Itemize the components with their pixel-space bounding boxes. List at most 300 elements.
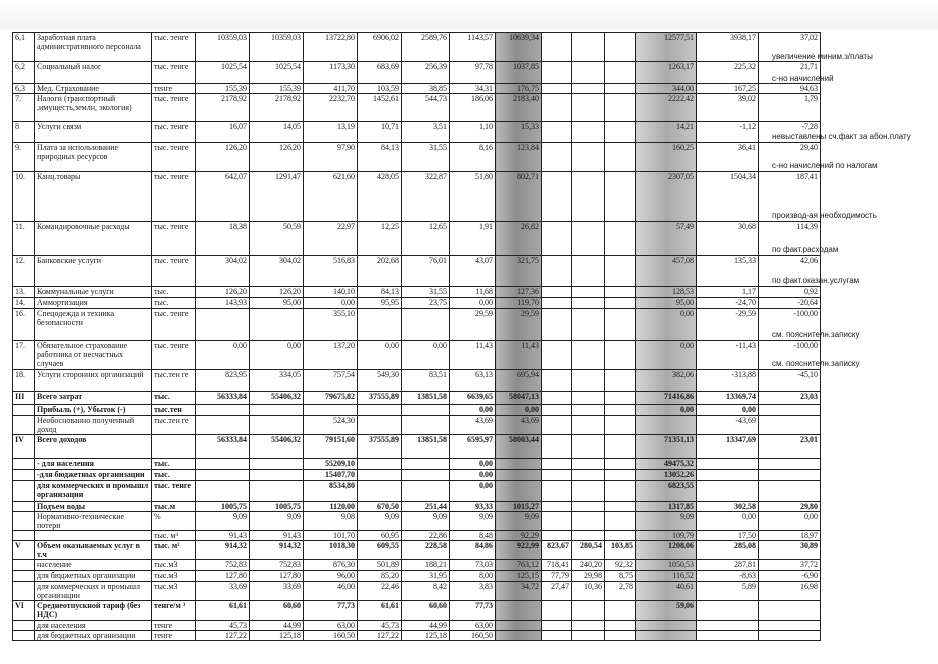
table-cell: 59,06	[636, 601, 697, 621]
table-cell	[572, 309, 605, 341]
table-row	[13, 470, 821, 481]
table-cell: 0,00	[196, 341, 250, 370]
table-cell: -43,69	[697, 416, 759, 435]
table-cell: 85,20	[358, 571, 402, 582]
table-cell: 302,58	[697, 502, 759, 512]
table-cell: 12,65	[402, 222, 450, 256]
table-cell: 1,79	[759, 94, 821, 122]
table-row	[13, 541, 821, 560]
table-cell: 411,70	[304, 84, 358, 94]
table-cell: 251,44	[402, 502, 450, 512]
table-cell: 125,18	[250, 631, 304, 641]
table-cell: 60,60	[250, 601, 304, 621]
margin-note: увеличение миним.з/платы	[772, 52, 873, 61]
table-cell	[572, 621, 605, 631]
table-cell: 304,02	[196, 256, 250, 287]
table-cell: 45,73	[196, 621, 250, 631]
table-cell: Социальный налог	[35, 62, 152, 84]
table-cell: тенге	[152, 631, 196, 641]
table-cell: 39,02	[697, 94, 759, 122]
table-cell	[402, 459, 450, 470]
table-cell: 95,00	[250, 298, 304, 309]
table-cell: для коммерческих и промышл организации	[35, 582, 152, 601]
table-cell: 71351,13	[636, 435, 697, 459]
table-cell: -8,63	[697, 571, 759, 582]
table-cell: 63,13	[450, 370, 496, 392]
table-cell: -1,12	[697, 122, 759, 143]
table-cell: 13347,69	[697, 435, 759, 459]
table-cell: Услуги связи	[35, 122, 152, 143]
table-cell	[496, 601, 542, 621]
table-cell: Плата за использование природных ресурсов	[35, 143, 152, 172]
table-cell	[572, 470, 605, 481]
table-cell: 2178,92	[250, 94, 304, 122]
table-cell	[358, 470, 402, 481]
table-cell: -24,70	[697, 298, 759, 309]
table-cell: Нормативно-технические потери	[35, 512, 152, 531]
table-cell: 12,25	[358, 222, 402, 256]
table-cell: 61,61	[358, 601, 402, 621]
table-cell	[697, 601, 759, 621]
table-cell: 2589,76	[402, 33, 450, 62]
table-cell: 127,22	[196, 631, 250, 641]
table-cell: 31,55	[402, 143, 450, 172]
table-cell: 322,87	[402, 172, 450, 222]
table-cell: 46,00	[304, 582, 358, 601]
table-cell: 501,89	[358, 560, 402, 571]
table-cell: 12577,51	[636, 33, 697, 62]
table-cell: Спецодежда и техника безопасности	[35, 309, 152, 341]
table-cell: 5,89	[697, 582, 759, 601]
table-cell	[496, 459, 542, 470]
table-cell: 2178,92	[196, 94, 250, 122]
table-cell	[542, 601, 572, 621]
table-cell: 92,29	[496, 531, 542, 541]
table-cell	[572, 416, 605, 435]
table-cell: население	[35, 560, 152, 571]
table-cell	[759, 459, 821, 470]
table-cell: -20,64	[759, 298, 821, 309]
table-cell	[250, 416, 304, 435]
table-row	[13, 298, 821, 309]
table-cell: 1037,85	[496, 62, 542, 84]
table-cell: 116,52	[636, 571, 697, 582]
table-cell: 128,53	[636, 287, 697, 298]
table-cell	[572, 33, 605, 62]
table-cell: 13052,26	[636, 470, 697, 481]
table-cell: 1291,47	[250, 172, 304, 222]
table-cell	[572, 143, 605, 172]
table-cell	[402, 309, 450, 341]
table-cell: -11,43	[697, 341, 759, 370]
table-cell: %	[152, 512, 196, 531]
table-cell	[358, 309, 402, 341]
table-cell	[304, 405, 358, 416]
table-cell	[605, 531, 636, 541]
table-cell	[572, 94, 605, 122]
table-cell: 0,00	[450, 481, 496, 502]
table-cell: 823,95	[196, 370, 250, 392]
table-row	[13, 33, 821, 62]
table-row	[13, 256, 821, 287]
table-cell: 6906,02	[358, 33, 402, 62]
table-cell: 36,41	[697, 143, 759, 172]
table-cell: 0,00	[697, 405, 759, 416]
table-cell: 125,15	[496, 571, 542, 582]
table-cell: 140,10	[304, 287, 358, 298]
table-cell: 49475,32	[636, 459, 697, 470]
table-cell: 12.	[13, 256, 35, 287]
table-cell: 126,20	[250, 143, 304, 172]
table-cell: 95,00	[636, 298, 697, 309]
table-cell: 91,43	[196, 531, 250, 541]
table-cell	[13, 405, 35, 416]
table-row	[13, 621, 821, 631]
table-cell: тыс.	[152, 392, 196, 405]
table-cell	[636, 621, 697, 631]
table-cell: 695,94	[496, 370, 542, 392]
table-cell	[542, 531, 572, 541]
table-cell: 84,13	[358, 287, 402, 298]
table-cell: 160,50	[304, 631, 358, 641]
table-cell: 18,38	[196, 222, 250, 256]
table-cell: Заработная плата административного персонала	[35, 33, 152, 62]
table-cell: 91,43	[250, 531, 304, 541]
table-cell: 0,00	[450, 470, 496, 481]
table-cell: 95,95	[358, 298, 402, 309]
table-cell: 1,17	[697, 287, 759, 298]
table-row	[13, 222, 821, 256]
table-cell: 1317,85	[636, 502, 697, 512]
table-cell: 43,69	[496, 416, 542, 435]
table-cell: 13369,74	[697, 392, 759, 405]
table-cell: 55406,32	[250, 392, 304, 405]
table-row	[13, 631, 821, 641]
table-cell: 119,70	[496, 298, 542, 309]
table-row	[13, 405, 821, 416]
table-cell	[402, 405, 450, 416]
table-cell: 18,97	[759, 531, 821, 541]
margin-note: невыставлены сч.факт за абон.плату	[772, 132, 911, 141]
table-row	[13, 62, 821, 84]
table-cell: 9,09	[196, 512, 250, 531]
table-row	[13, 392, 821, 405]
table-cell	[572, 341, 605, 370]
table-cell	[605, 287, 636, 298]
table-cell	[605, 459, 636, 470]
table-cell: тыс. м³	[152, 541, 196, 560]
table-cell: 176,75	[496, 84, 542, 94]
table-cell: 126,20	[196, 287, 250, 298]
table-cell	[605, 84, 636, 94]
table-cell: тыс. тенге	[152, 481, 196, 502]
table-cell: 127,36	[496, 287, 542, 298]
table-cell: 37555,89	[358, 435, 402, 459]
table-cell: 11,68	[450, 287, 496, 298]
table-cell	[572, 512, 605, 531]
table-row	[13, 512, 821, 531]
table-cell: 29,59	[450, 309, 496, 341]
table-cell	[358, 481, 402, 502]
table-cell: 9,09	[250, 512, 304, 531]
table-cell: 57,49	[636, 222, 697, 256]
table-cell	[572, 122, 605, 143]
table-cell: 683,69	[358, 62, 402, 84]
table-cell	[542, 631, 572, 641]
table-cell: 0,92	[759, 287, 821, 298]
table-cell	[542, 481, 572, 502]
table-cell	[250, 309, 304, 341]
table-cell: 125,18	[402, 631, 450, 641]
table-cell: тыс. тенге	[152, 341, 196, 370]
table-cell: 642,07	[196, 172, 250, 222]
table-cell: 60,95	[358, 531, 402, 541]
table-cell	[572, 287, 605, 298]
table-cell: 718,41	[542, 560, 572, 571]
table-cell: VI	[13, 601, 35, 621]
table-cell: 334,05	[250, 370, 304, 392]
table-cell: 287,81	[697, 560, 759, 571]
table-cell: 8,42	[402, 582, 450, 601]
table-cell: тыс.	[152, 470, 196, 481]
table-cell: 155,39	[196, 84, 250, 94]
table-cell	[759, 631, 821, 641]
table-cell: -для бюджетных организации	[35, 470, 152, 481]
table-cell	[605, 392, 636, 405]
table-cell: тыс.	[152, 287, 196, 298]
table-cell: Необоснованно полученный доход	[35, 416, 152, 435]
table-cell	[496, 621, 542, 631]
table-cell: для бюджетных организации	[35, 631, 152, 641]
table-cell: 1015,27	[496, 502, 542, 512]
table-cell: 15,33	[496, 122, 542, 143]
table-cell: 524,30	[304, 416, 358, 435]
table-cell: 2183,40	[496, 94, 542, 122]
table-cell: 6,1	[13, 33, 35, 62]
table-cell	[196, 470, 250, 481]
table-cell	[542, 94, 572, 122]
table-cell: 1025,54	[250, 62, 304, 84]
table-cell	[358, 405, 402, 416]
table-cell	[542, 287, 572, 298]
table-cell: 1050,53	[636, 560, 697, 571]
table-row	[13, 172, 821, 222]
table-cell	[605, 601, 636, 621]
table-cell: 56333,84	[196, 435, 250, 459]
table-cell: Канц.товары	[35, 172, 152, 222]
table-cell: 83,51	[402, 370, 450, 392]
table-cell: 0,00	[450, 405, 496, 416]
table-cell	[697, 470, 759, 481]
table-cell: 167,25	[697, 84, 759, 94]
table-cell	[605, 470, 636, 481]
table-cell: Мед. Страхование	[35, 84, 152, 94]
table-cell	[605, 94, 636, 122]
table-cell: 0,00	[304, 298, 358, 309]
table-cell: 670,50	[358, 502, 402, 512]
table-cell: 188,21	[402, 560, 450, 571]
table-cell	[605, 122, 636, 143]
table-cell	[572, 370, 605, 392]
table-cell: тыс. тенге	[152, 94, 196, 122]
table-cell: 79675,82	[304, 392, 358, 405]
table-cell: 0,00	[759, 512, 821, 531]
table-cell	[542, 298, 572, 309]
table-cell: 10359,03	[196, 33, 250, 62]
table-cell	[496, 481, 542, 502]
table-row	[13, 571, 821, 582]
table-cell: 876,30	[304, 560, 358, 571]
table-cell: тыс. тенге	[152, 33, 196, 62]
table-cell	[572, 222, 605, 256]
table-cell	[605, 435, 636, 459]
table-cell	[572, 601, 605, 621]
table-cell: 58003,44	[496, 435, 542, 459]
table-cell: 457,08	[636, 256, 697, 287]
table-cell	[572, 392, 605, 405]
table-cell: 1120,00	[304, 502, 358, 512]
table-cell	[13, 470, 35, 481]
table-cell: 609,55	[358, 541, 402, 560]
table-body	[13, 33, 821, 641]
table-cell: 16,98	[759, 582, 821, 601]
table-cell: 22,86	[402, 531, 450, 541]
table-cell: 23,75	[402, 298, 450, 309]
table-cell: тыс. тенге	[152, 62, 196, 84]
table-cell: 9,09	[358, 512, 402, 531]
table-cell	[759, 601, 821, 621]
table-cell: тыс.тен ге	[152, 416, 196, 435]
table-cell: -100,00	[759, 309, 821, 341]
table-cell	[35, 531, 152, 541]
table-cell: 9,08	[304, 512, 358, 531]
table-cell: -6,90	[759, 571, 821, 582]
table-cell	[542, 502, 572, 512]
table-cell: 1018,30	[304, 541, 358, 560]
table-cell	[605, 172, 636, 222]
table-cell: 14.	[13, 298, 35, 309]
table-cell: 16.	[13, 309, 35, 341]
table-cell	[542, 172, 572, 222]
table-cell: 44,99	[402, 621, 450, 631]
table-cell	[605, 222, 636, 256]
table-cell: Среднеотпускной тариф (без НДС)	[35, 601, 152, 621]
table-cell: Подъем воды	[35, 502, 152, 512]
table-cell: 2232,70	[304, 94, 358, 122]
table-cell: 9,09	[496, 512, 542, 531]
table-cell: -7,28	[759, 122, 821, 143]
table-cell: 10,36	[572, 582, 605, 601]
table-cell: 10.	[13, 172, 35, 222]
table-cell: 143,93	[196, 298, 250, 309]
table-cell: тыс. тенге	[152, 256, 196, 287]
table-cell: 55406,32	[250, 435, 304, 459]
table-cell: -29,59	[697, 309, 759, 341]
table-cell: 0,00	[636, 341, 697, 370]
table-cell: 114,39	[759, 222, 821, 256]
table-cell: тыс.м3	[152, 582, 196, 601]
table-row	[13, 560, 821, 571]
table-cell: 0,00	[402, 341, 450, 370]
table-cell: 1173,30	[304, 62, 358, 84]
table-row	[13, 84, 821, 94]
table-cell: 126,20	[196, 143, 250, 172]
table-cell	[605, 512, 636, 531]
table-cell	[605, 405, 636, 416]
table-cell: 79151,60	[304, 435, 358, 459]
table-row	[13, 481, 821, 502]
table-cell: 77,73	[304, 601, 358, 621]
table-cell: тыс. тенге	[152, 143, 196, 172]
table-cell	[196, 481, 250, 502]
table-row	[13, 143, 821, 172]
table-cell: 33,69	[196, 582, 250, 601]
table-cell: 51,80	[450, 172, 496, 222]
table-cell: Командировочные расходы	[35, 222, 152, 256]
table-cell	[542, 122, 572, 143]
table-cell: 0,00	[697, 512, 759, 531]
table-cell: 26,82	[496, 222, 542, 256]
table-cell	[542, 370, 572, 392]
table-cell: 33,69	[250, 582, 304, 601]
table-cell: 63,00	[304, 621, 358, 631]
margin-note: см. пояснителн.записку	[772, 330, 860, 339]
table-cell: для бюджетных организации	[35, 571, 152, 582]
table-cell	[13, 416, 35, 435]
table-cell	[250, 459, 304, 470]
table-cell: 17,50	[697, 531, 759, 541]
table-cell: 8534,80	[304, 481, 358, 502]
table-cell: 84,86	[450, 541, 496, 560]
table-cell: 10,71	[358, 122, 402, 143]
table-cell	[605, 341, 636, 370]
table-cell	[13, 582, 35, 601]
table-cell	[13, 631, 35, 641]
table-cell	[358, 459, 402, 470]
table-cell: 137,20	[304, 341, 358, 370]
table-cell: 127,80	[250, 571, 304, 582]
table-cell: 240,20	[572, 560, 605, 571]
table-cell: 8	[13, 122, 35, 143]
table-row	[13, 502, 821, 512]
table-cell: 123,84	[496, 143, 542, 172]
table-cell	[542, 470, 572, 481]
table-cell: 22,97	[304, 222, 358, 256]
table-cell: 76,01	[402, 256, 450, 287]
table-cell: тыс. тенге	[152, 222, 196, 256]
table-cell: Аммортизация	[35, 298, 152, 309]
margin-note: с-но начислений по налогам	[772, 161, 878, 170]
table-cell	[759, 405, 821, 416]
table-cell: 10639,34	[496, 33, 542, 62]
table-cell	[13, 571, 35, 582]
table-cell: 544,73	[402, 94, 450, 122]
table-cell: 9,09	[402, 512, 450, 531]
table-cell: тыс.	[152, 298, 196, 309]
table-cell	[542, 33, 572, 62]
table-cell: 37,02	[759, 33, 821, 62]
table-cell	[697, 621, 759, 631]
table-cell: 11,43	[496, 341, 542, 370]
table-cell: 13851,58	[402, 392, 450, 405]
table-cell: 61,61	[196, 601, 250, 621]
table-cell: 37555,89	[358, 392, 402, 405]
table-cell	[759, 621, 821, 631]
table-cell: 0,00	[496, 405, 542, 416]
table-cell: IV	[13, 435, 35, 459]
table-cell: 135,33	[697, 256, 759, 287]
table-cell: для населения	[35, 621, 152, 631]
